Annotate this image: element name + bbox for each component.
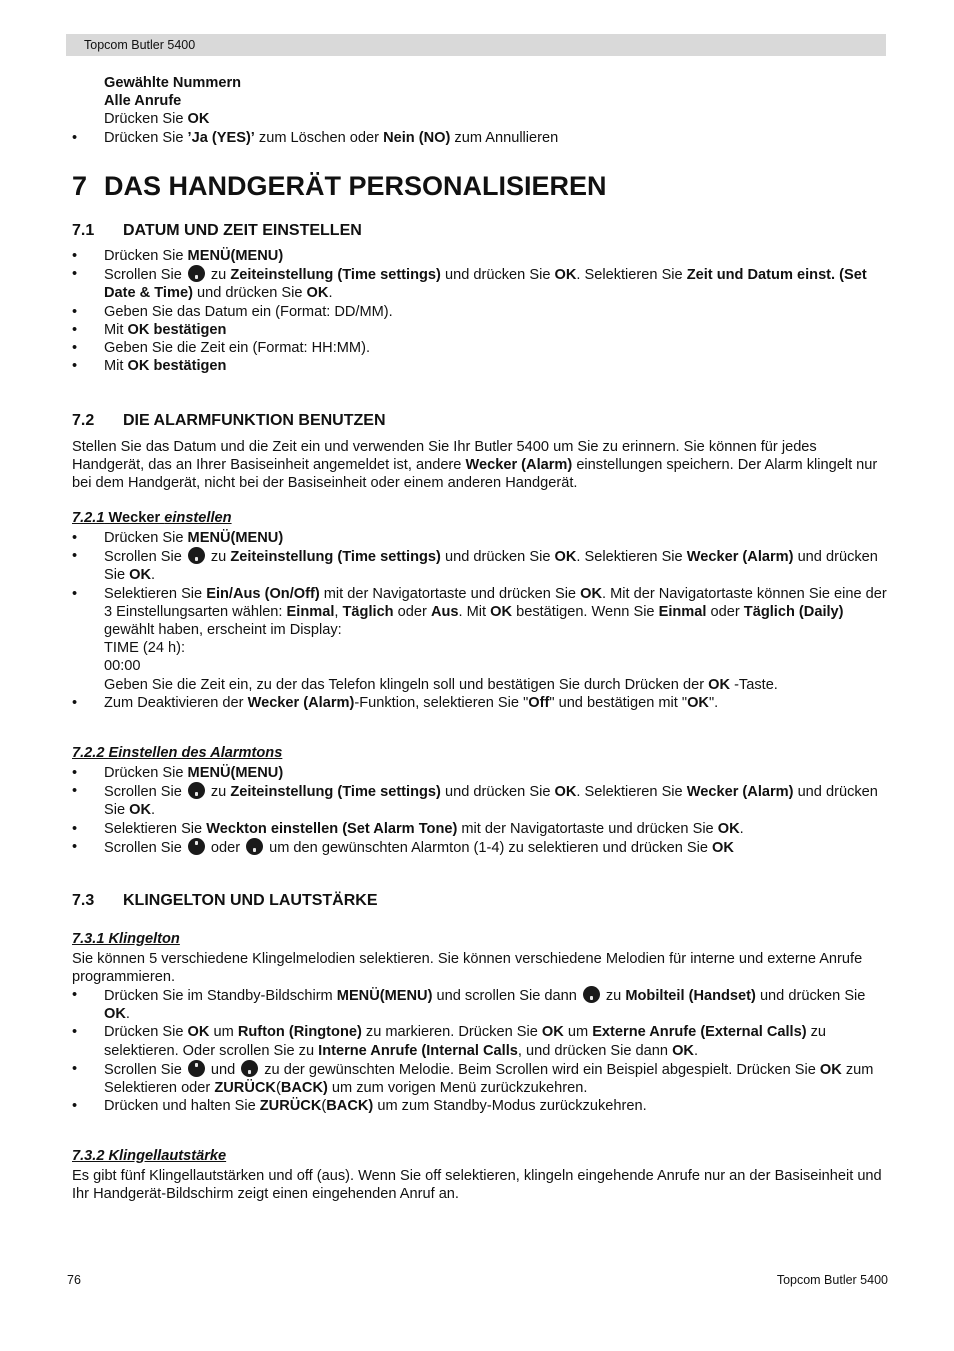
scroll-down-icon <box>583 986 600 1003</box>
section-heading-7-1: 7.1 DATUM UND ZEIT EINSTELLEN <box>72 222 362 239</box>
list-item: • Scrollen Sie und zu der gewünschten Melodie. Beim Scrollen wird ein Beispiel abgespielt. Drücken Sie OK zum Selektieren oder ZURÜCK(BACK) um zum vorigen Menü zurückzukehren. <box>72 1060 892 1097</box>
list-item: • Drücken Sie MENÜ(MENU) <box>72 247 892 265</box>
list-item: • Drücken Sie ’Ja (YES)’ zum Löschen oder Nein (NO) zum Annullieren <box>72 129 892 147</box>
subsection-heading-7-2-1: 7.2.1 Wecker einstellen <box>72 510 232 526</box>
scroll-up-icon <box>188 1060 205 1077</box>
list-item: • Scrollen Sie oder um den gewünschten Alarmton (1-4) zu selektieren und drücken Sie OK <box>72 838 892 857</box>
list-item: • Scrollen Sie zu Zeiteinstellung (Time settings) und drücken Sie OK. Selektieren Sie Zeit und Datum einst. (Set Date & Time) und drücken Sie OK. <box>72 265 892 302</box>
scroll-down-icon <box>246 838 263 855</box>
section-7-1-list <box>72 247 892 375</box>
list-item: • Geben Sie das Datum ein (Format: DD/MM). <box>72 303 892 321</box>
list-item: • Selektieren Sie Ein/Aus (On/Off) mit der Navigatortaste und drücken Sie OK. Mit der Navigatortaste können Sie eine der 3 Einstellungsarten wählen: Einmal, Täglich oder Aus. Mit OK bestätigen. Wenn Sie Einmal oder Täglich (Daily) gewählt haben, erscheint im Display: <box>72 585 892 640</box>
list-item: • Scrollen Sie zu Zeiteinstellung (Time settings) und drücken Sie OK. Selektieren Sie Wecker (Alarm) und drücken Sie OK. <box>72 782 892 819</box>
scroll-down-icon <box>241 1060 258 1077</box>
section-7-3-1-paragraph: Sie können 5 verschiedene Klingelmelodien selektieren. Sie können verschiedene Melodien für interne und externe Anrufe programmieren. <box>72 951 863 986</box>
header-title: Topcom Butler 5400 <box>84 38 196 52</box>
display-text: 00:00 <box>104 658 141 675</box>
scroll-down-icon <box>188 547 205 564</box>
scroll-up-icon <box>188 838 205 855</box>
list-item: • Geben Sie die Zeit ein (Format: HH:MM). <box>72 339 892 357</box>
list-item: • Scrollen Sie zu Zeiteinstellung (Time settings) und drücken Sie OK. Selektieren Sie Wecker (Alarm) und drücken Sie OK. <box>72 547 892 584</box>
section-heading-7-3: 7.3 KLINGELTON UND LAUTSTÄRKE <box>72 892 378 909</box>
subsection-heading-7-2-2: 7.2.2 Einstellen des Alarmtons <box>72 745 283 761</box>
intro-line2: Alle Anrufe <box>104 93 182 110</box>
scroll-down-icon <box>188 782 205 799</box>
section-7-3-1-list <box>72 986 892 1115</box>
subsection-heading-7-3-1: 7.3.1 Klingelton <box>72 931 180 947</box>
footer-title: Topcom Butler 5400 <box>776 1273 888 1287</box>
section-7-3-2-paragraph: Es gibt fünf Klingellautstärken und off (aus). Wenn Sie off selektieren, klingeln eingehende Anrufe nur an der Basiseinheit und Ihr Handgerät-Bildschirm zeigt einen eingehenden Anruf an. <box>72 1168 882 1203</box>
section-heading-7-2: 7.2 DIE ALARMFUNKTION BENUTZEN <box>72 412 386 429</box>
list-item: • Drücken Sie MENÜ(MENU) <box>72 529 892 547</box>
list-item: • Drücken und halten Sie ZURÜCK(BACK) um zum Standby-Modus zurückzukehren. <box>72 1097 892 1115</box>
section-7-2-1-list <box>72 529 892 712</box>
subsection-heading-7-3-2: 7.3.2 Klingellautstärke <box>72 1148 227 1164</box>
list-item: • Drücken Sie OK um Rufton (Ringtone) zu markieren. Drücken Sie OK um Externe Anrufe (External Calls) zu selektieren. Oder scrollen Sie zu Interne Anrufe (Internal Calls, und drücken Sie dann OK. <box>72 1023 892 1059</box>
list-item-continuation: Geben Sie die Zeit ein, zu der das Telefon klingeln soll und bestätigen Sie durch Drücken der OK -Taste. <box>104 676 778 693</box>
intro-line1: Gewählte Nummern <box>104 75 242 91</box>
section-7-2-2-list <box>72 764 892 857</box>
chapter-title: 7 DAS HANDGERÄT PERSONALISIEREN <box>72 171 607 201</box>
list-item: • Drücken Sie im Standby-Bildschirm MENÜ(MENU) und scrollen Sie dann zu Mobilteil (Handset) und drücken Sie OK. <box>72 986 892 1023</box>
page-header <box>66 34 886 56</box>
list-item: • Drücken Sie MENÜ(MENU) <box>72 764 892 782</box>
list-item: • Selektieren Sie Weckton einstellen (Set Alarm Tone) mit der Navigatortaste und drücken Sie OK. <box>72 820 892 838</box>
list-item: • Zum Deaktivieren der Wecker (Alarm)-Funktion, selektieren Sie "Off" und bestätigen mit "OK". <box>72 694 892 712</box>
list-item: • Mit OK bestätigen <box>72 321 892 339</box>
list-item: • Mit OK bestätigen <box>72 357 892 375</box>
page-number: 76 <box>67 1273 81 1287</box>
display-text: TIME (24 h): <box>104 640 186 657</box>
section-7-2-paragraph: Stellen Sie das Datum und die Zeit ein und verwenden Sie Ihr Butler 5400 um Sie zu erinnern. Sie können für jedes Handgerät, das an Ihrer Basiseinheit angemeldet ist, andere Wecker (Alarm) einstellungen speichern. Der Alarm klingelt nur bei dem Handgerät, nicht bei der Basiseinheit oder einem anderen Handgerät. <box>72 439 878 492</box>
scroll-down-icon <box>188 265 205 282</box>
intro-block: Gewählte Nummern Alle Anrufe Drücken Sie OK • Drücken Sie ’Ja (YES)’ zum Löschen oder Nein (NO) zum Annullieren <box>72 74 892 147</box>
